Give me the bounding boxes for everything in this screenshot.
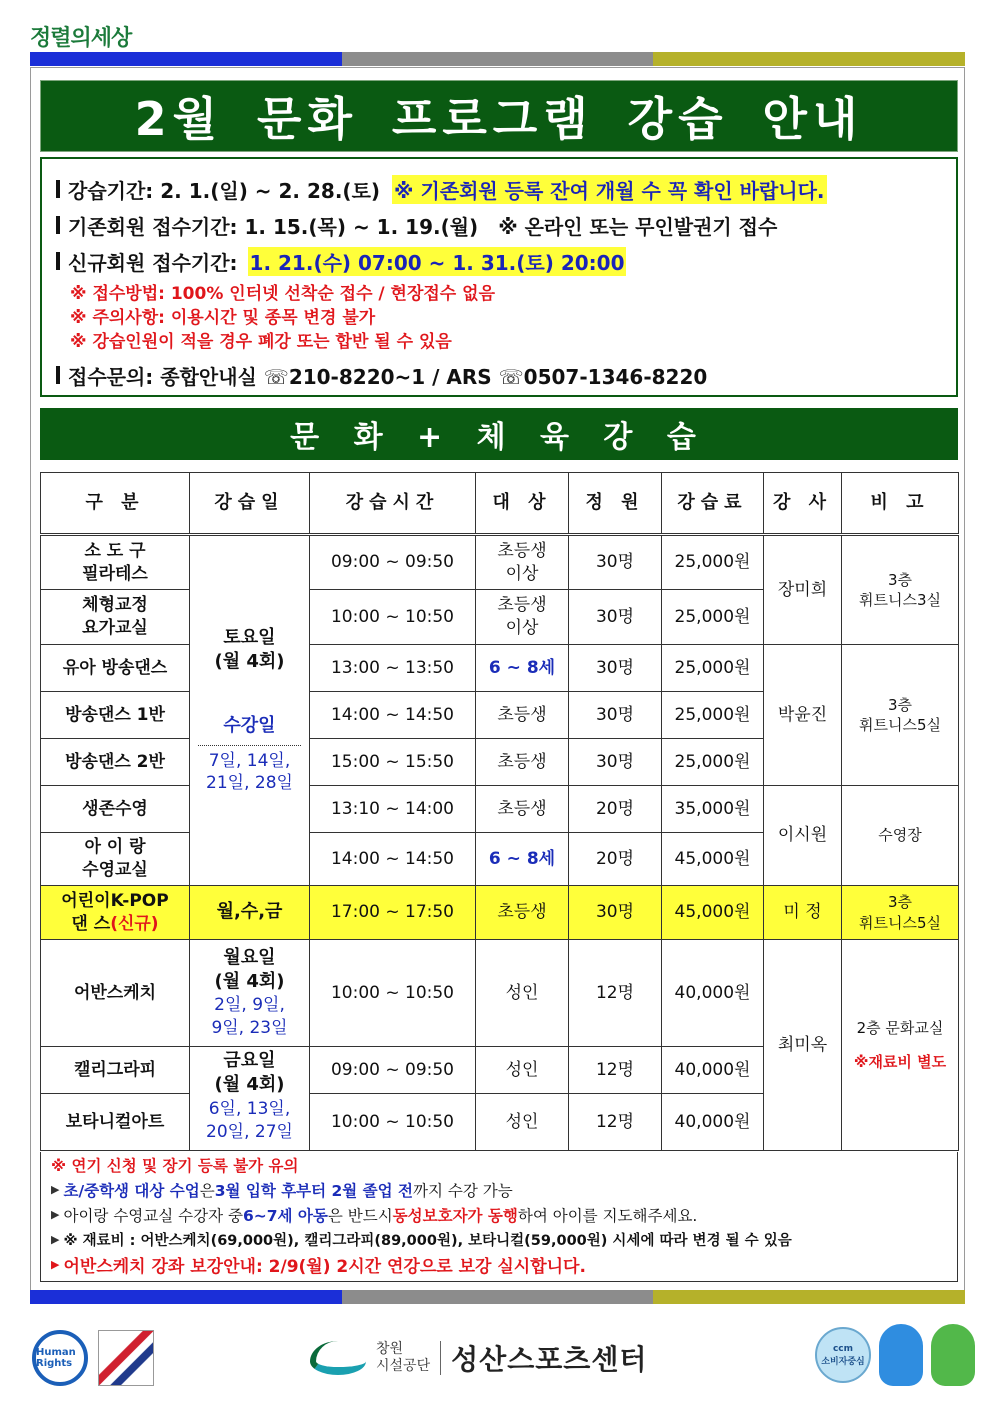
note-line-1: ※ 연기 신청 및 장기 등록 불가 유의 (51, 1156, 299, 1175)
class-name: 체형교정 요가교실 (41, 590, 190, 645)
note-line-3: ▶ 아이랑 수영교실 수강자 중 6~7세 아동 은 반드시 동성보호자가 동행 하여 아이를 지도해주세요. (51, 1206, 698, 1225)
class-capacity: 30명 (569, 692, 662, 739)
top-color-stripe (30, 52, 965, 66)
corporation-logo-icon (310, 1341, 366, 1375)
page-title: 2월 문화 프로그램 강습 안내 (134, 92, 864, 146)
existing-note: ※ 온라인 또는 무인발권기 접수 (498, 214, 778, 239)
class-time: 10:00 ~ 10:50 (310, 940, 476, 1047)
note-fitness3: 3층 휘트니스3실 (842, 535, 959, 645)
note-line-4: ▶ ※ 재료비 : 어반스케치(69,000원), 캘리그라피(89,000원), 보타니컬(59,000원) 시세에 따라 변경 될 수 있음 (51, 1233, 792, 1249)
certification-badge (98, 1330, 154, 1386)
class-teacher: 미 정 (764, 886, 842, 940)
class-name: 어반스케치 (41, 940, 190, 1047)
brand-logo (30, 22, 131, 50)
title-banner (40, 80, 958, 152)
footer-center-logo (310, 1338, 647, 1378)
class-capacity: 12명 (569, 940, 662, 1047)
header-time: 강습시간 (310, 473, 476, 535)
info-existing (56, 207, 956, 243)
info-sub-cancel: ※ 강습인원이 적을 경우 폐강 또는 합반 될 수 있음 (70, 331, 452, 352)
class-time: 13:10 ~ 14:00 (310, 786, 476, 833)
new-value: 1. 21.(수) 07:00 ~ 1. 31.(토) 20:00 (248, 247, 627, 276)
class-time: 10:00 ~ 10:50 (310, 590, 476, 645)
class-time: 15:00 ~ 15:50 (310, 739, 476, 786)
header-note: 비 고 (842, 473, 959, 535)
class-target: 성인 (476, 1047, 569, 1094)
note-culture-cell: 2층 문화교실 ※재료비 별도 (842, 940, 959, 1151)
schedule-table (40, 472, 959, 1151)
class-target: 6 ~ 8세 (476, 833, 569, 886)
class-fee: 25,000원 (662, 645, 764, 692)
class-fee: 40,000원 (662, 1047, 764, 1094)
class-fee: 40,000원 (662, 940, 764, 1047)
logo-text: 정렬의세상 (30, 24, 132, 51)
table-header-row (41, 473, 959, 535)
class-capacity: 30명 (569, 886, 662, 940)
class-name: 아 이 랑 수영교실 (41, 833, 190, 886)
header-day: 강습일 (190, 473, 310, 535)
class-time: 17:00 ~ 17:50 (310, 886, 476, 940)
class-time: 09:00 ~ 09:50 (310, 1047, 476, 1094)
note-line-2: ▶ 초/중학생 대상 수업 은 3월 입학 후부터 2월 졸업 전 까지 수강 가능 (51, 1181, 513, 1200)
class-capacity: 12명 (569, 1094, 662, 1151)
period-label: 강습기간: 2. 1.(일) ~ 2. 28.(토) (68, 178, 381, 203)
info-sub-method: ※ 접수방법: 100% 인터넷 선착순 접수 / 현장접수 없음 (70, 283, 495, 304)
sat-day-label: 토요일 (월 4회) (214, 626, 285, 672)
table-row (41, 940, 959, 1047)
class-name: 방송댄스 1반 (41, 692, 190, 739)
ccm-badge: ccm 소비자중심 (815, 1327, 871, 1383)
footer-left-badges (32, 1330, 154, 1386)
header-capacity: 정 원 (569, 473, 662, 535)
class-target: 초등생 이상 (476, 535, 569, 590)
class-capacity: 30명 (569, 739, 662, 786)
note-fitness5: 3층 휘트니스5실 (842, 645, 959, 786)
class-name: 생존수영 (41, 786, 190, 833)
table-row (41, 645, 959, 692)
period-note: ※ 기존회원 등록 잔여 개월 수 꼭 확인 바랍니다. (392, 175, 827, 204)
human-rights-badge: Human Rights (32, 1330, 88, 1386)
header-category: 구 분 (41, 473, 190, 535)
class-fee: 45,000원 (662, 886, 764, 940)
class-fee: 25,000원 (662, 535, 764, 590)
class-capacity: 30명 (569, 645, 662, 692)
class-capacity: 12명 (569, 1047, 662, 1094)
header-fee: 강습료 (662, 473, 764, 535)
table-row (41, 535, 959, 590)
class-time: 13:00 ~ 13:50 (310, 645, 476, 692)
new-label: 신규회원 접수기간: (68, 250, 238, 275)
class-fee: 40,000원 (662, 1094, 764, 1151)
info-contact (56, 357, 956, 393)
class-capacity: 20명 (569, 833, 662, 886)
class-target: 성인 (476, 1094, 569, 1151)
saturday-cell (190, 535, 310, 886)
bottom-color-stripe (30, 1290, 965, 1304)
class-name: 소 도 구 필라테스 (41, 535, 190, 590)
info-new (56, 243, 956, 279)
sat-dates: 7일, 14일, 21일, 28일 (206, 750, 293, 794)
section-banner (40, 408, 958, 460)
class-time: 09:00 ~ 09:50 (310, 535, 476, 590)
class-fee: 35,000원 (662, 786, 764, 833)
class-target: 초등생 (476, 786, 569, 833)
mascot-blue-icon (879, 1324, 923, 1386)
class-time: 14:00 ~ 14:50 (310, 833, 476, 886)
class-capacity: 30명 (569, 590, 662, 645)
class-target: 성인 (476, 940, 569, 1047)
footer (0, 1310, 992, 1403)
header-target: 대 상 (476, 473, 569, 535)
teacher-park: 박윤진 (764, 645, 842, 786)
class-name: 캘리그라피 (41, 1047, 190, 1094)
class-note: 3층 휘트니스5실 (842, 886, 959, 940)
class-name: 유아 방송댄스 (41, 645, 190, 692)
class-target: 초등생 (476, 886, 569, 940)
section-title: 문 화 + 체 육 강 습 (290, 420, 708, 455)
footer-right-badges (815, 1324, 975, 1386)
class-target: 초등생 (476, 739, 569, 786)
teacher-lee: 이시원 (764, 786, 842, 886)
mascot-green-icon (931, 1324, 975, 1386)
info-box (40, 157, 958, 397)
header-teacher: 강 사 (764, 473, 842, 535)
monday-cell: 월요일 (월 4회) 2일, 9일, 9일, 23일 (190, 940, 310, 1047)
note-pool: 수영장 (842, 786, 959, 886)
class-fee: 45,000원 (662, 833, 764, 886)
class-day: 월,수,금 (190, 886, 310, 940)
class-name: 어린이K-POP 댄 스(신규) (41, 886, 190, 940)
class-time: 10:00 ~ 10:50 (310, 1094, 476, 1151)
class-fee: 25,000원 (662, 692, 764, 739)
class-capacity: 30명 (569, 535, 662, 590)
table-row (41, 786, 959, 833)
notes-box (40, 1152, 958, 1282)
class-fee: 25,000원 (662, 590, 764, 645)
class-target: 초등생 (476, 692, 569, 739)
class-fee: 25,000원 (662, 739, 764, 786)
contact-text: 접수문의: 종합안내실 ☏210-8220~1 / ARS ☏0507-1346-8220 (68, 364, 708, 389)
class-name: 보타니컬아트 (41, 1094, 190, 1151)
sat-sub-label: 수강일 (223, 715, 276, 737)
class-name: 방송댄스 2반 (41, 739, 190, 786)
center-name: 성산스포츠센터 (451, 1343, 648, 1376)
class-capacity: 20명 (569, 786, 662, 833)
table-row-highlight (41, 886, 959, 940)
class-time: 14:00 ~ 14:50 (310, 692, 476, 739)
teacher-jang: 장미희 (764, 535, 842, 645)
org-name: 창원 시설공단 (376, 1341, 431, 1374)
friday-cell: 금요일 (월 4회) 6일, 13일, 20일, 27일 (190, 1047, 310, 1151)
info-sub-caution: ※ 주의사항: 이용시간 및 종목 변경 불가 (70, 307, 376, 328)
note-line-5: ▶ 어반스케치 강좌 보강안내: 2/9(월) 2시간 연강으로 보강 실시합니다. (51, 1257, 586, 1277)
teacher-choi: 최미옥 (764, 940, 842, 1151)
existing-label: 기존회원 접수기간: 1. 15.(목) ~ 1. 19.(월) (68, 214, 479, 239)
class-target: 초등생 이상 (476, 590, 569, 645)
class-target: 6 ~ 8세 (476, 645, 569, 692)
info-period (56, 171, 956, 207)
